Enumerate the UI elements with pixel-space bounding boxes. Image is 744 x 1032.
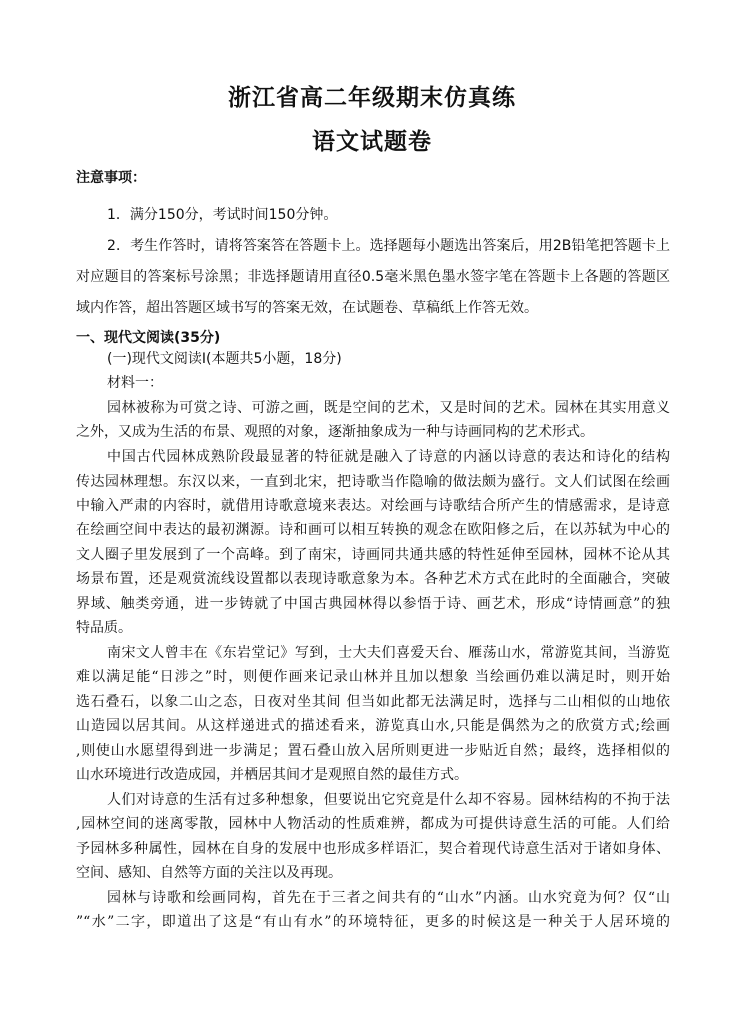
body-line: ,则使山水愿望得到进一步满足；置石叠山放入居所则更进一步贴近自然；最终，选择相似的 bbox=[76, 743, 670, 759]
body-line: 场景布置，还是观赏流线设置都以表现诗歌意象为本。各种艺术方式在此时的全面融合，突破 bbox=[76, 571, 670, 587]
section-heading: 一、现代文阅读(35分) bbox=[76, 330, 221, 346]
notice-heading: 注意事项： bbox=[76, 170, 146, 186]
body-line: 空间、感知、自然等方面的关注以及再现。 bbox=[76, 865, 342, 881]
notice-item-2-end: 域内作答，超出答题区域书写的答案无效，在试题卷、草稿纸上作答无效。 bbox=[76, 300, 538, 316]
exam-title: 浙江省高二年级期末仿真练 bbox=[228, 84, 516, 111]
body-line: 选石叠石，以象二山之态，日夜对坐其间 但当如此都无法满足时，选择与二山相似的山地依 bbox=[76, 694, 670, 710]
body-line: 山造园以居其间。从这样递进式的描述看来，游览真山水,只能是偶然为之的欣赏方式;绘画 bbox=[76, 718, 670, 734]
body-line: 予园林多种属性，园林在自身的发展中也形成多样语汇，契合着现代诗意生活对于诸如身体、 bbox=[76, 841, 670, 857]
body-line: 传达园林理想。东汉以来，一直到北宋，把诗歌当作隐喻的做法颇为盛行。文人们试图在绘画 bbox=[76, 474, 670, 490]
body-line: 人们对诗意的生活有过多种想象，但要说出它究竟是什么却不容易。园林结构的不拘于法 bbox=[107, 792, 670, 808]
body-line: 特品质。 bbox=[76, 620, 132, 636]
exam-subtitle: 语文试题卷 bbox=[312, 128, 432, 155]
body-line: 中国古代园林成熟阶段最显著的特征就是融入了诗意的内涵以诗意的表达和诗化的结构 bbox=[107, 449, 670, 465]
body-line: 园林被称为可赏之诗、可游之画，既是空间的艺术，又是时间的艺术。园林在其实用意义 bbox=[107, 400, 670, 416]
body-line: ,园林空间的迷离零散，园林中人物活动的性质难辨，都成为可提供诗意生活的可能。人们给 bbox=[76, 816, 670, 832]
body-line: 山水环境进行改造成园，并栖居其间才是观照自然的最佳方式。 bbox=[76, 767, 468, 783]
material-label: 材料一： bbox=[107, 375, 163, 391]
body-line: 界域、触类旁通，进一步铸就了中国古典园林得以参悟于诗、画艺术，形成“诗情画意”的独 bbox=[76, 596, 670, 612]
body-line: 难以满足能“日涉之”时，则便作画来记录山林并且加以想象 当绘画仍难以满足时，则开始 bbox=[76, 669, 670, 685]
body-line: 之外，又成为生活的布景、观照的对象，逐渐抽象成为一种与诗画同构的艺术形式。 bbox=[76, 424, 594, 440]
body-line: ”“水”二字，即道出了这是“有山有水”的环境特征，更多的时候这是一种关于人居环境的 bbox=[76, 914, 670, 930]
subsection-heading: (一)现代文阅读Ⅰ(本题共5小题，18分) bbox=[107, 351, 342, 367]
notice-item-2: 2．考生作答时，请将答案答在答题卡上。选择题每小题选出答案后，用2B铅笔把答题卡上 bbox=[107, 238, 670, 254]
notice-item-1: 1．满分150分，考试时间150分钟。 bbox=[107, 207, 338, 223]
body-line: 南宋文人曾丰在《东岩堂记》写到，士大夫们喜爱天台、雁荡山水，常游览其间，当游览 bbox=[107, 645, 670, 661]
notice-item-2-cont: 对应题目的答案标号涂黑；非选择题请用直径0.5毫米黑色墨水签字笔在答题卡上各题的答题区 bbox=[76, 269, 670, 285]
body-line: 文人圈子里发展到了一个高峰。到了南宋，诗画同共通共感的特性延伸至园林，园林不论从其 bbox=[76, 547, 670, 563]
body-line: 在绘画空间中表达的最初渊源。诗和画可以相互转换的观念在欧阳修之后，在以苏轼为中心的 bbox=[76, 522, 670, 538]
body-line: 中输入严肃的内容时，就借用诗歌意境来表达。对绘画与诗歌结合所产生的情感需求，是诗意 bbox=[76, 498, 670, 514]
body-line: 园林与诗歌和绘画同构，首先在于三者之间共有的“山水”内涵。山水究竟为何？仅“山 bbox=[107, 890, 670, 906]
